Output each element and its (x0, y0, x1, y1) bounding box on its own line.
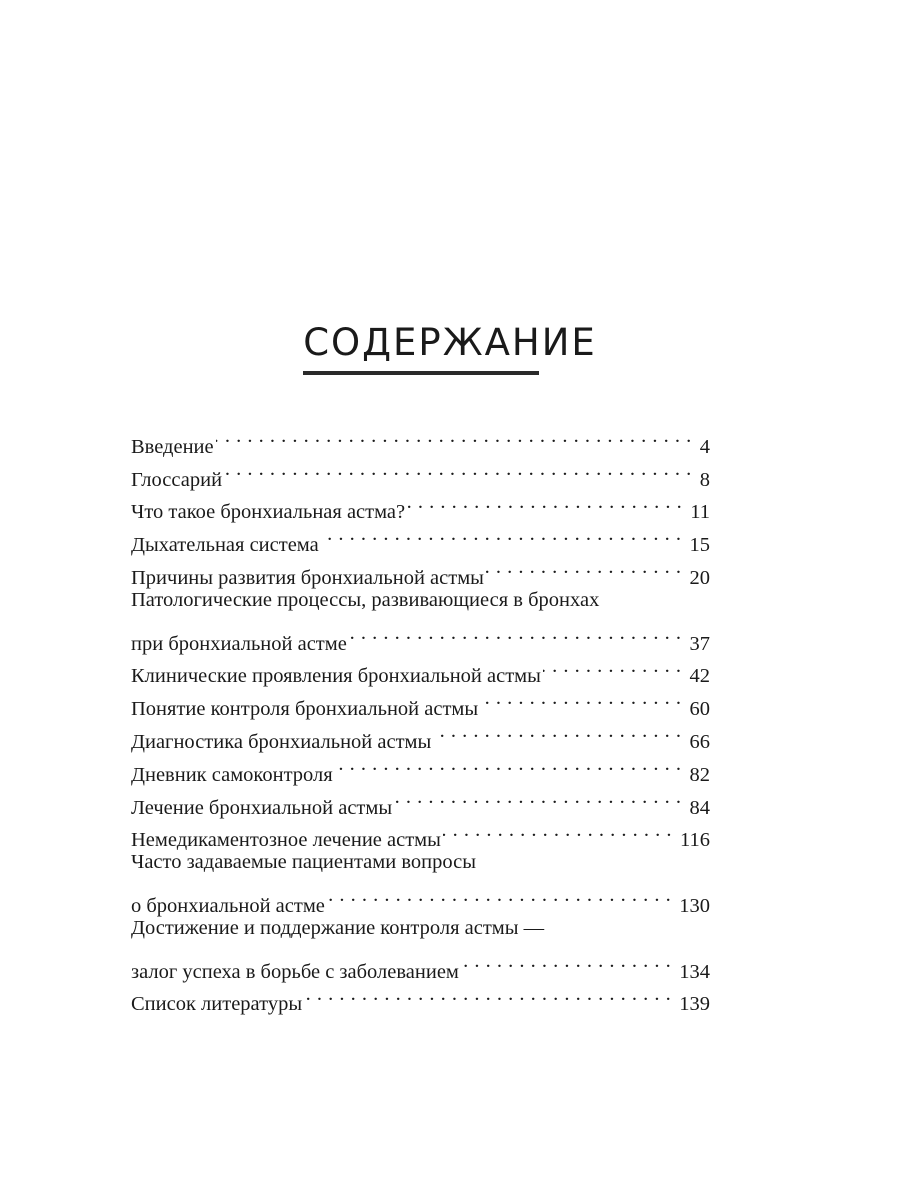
toc-heading: СОДЕРЖАНИЕ (303, 321, 597, 364)
dot-leader (433, 715, 681, 748)
toc-entry-title: о бронхиальной астме (131, 894, 325, 917)
dot-leader (394, 781, 681, 814)
toc-entry-line (131, 584, 710, 617)
dot-leader (349, 617, 682, 650)
toc-entry (131, 846, 710, 917)
toc-page-number: 130 (679, 894, 710, 917)
dot-leader (443, 814, 672, 847)
toc-entry-title: залог успеха в борьбе с заболеванием (131, 960, 459, 983)
toc-entry-title: Патологические процессы, развивающиеся в бронхах (131, 588, 600, 611)
toc-page-number: 20 (689, 566, 710, 589)
toc-entry-title: Введение (131, 435, 214, 458)
toc-entry-line (131, 945, 710, 983)
toc-entry-title: Дневник самоконтроля (131, 763, 333, 786)
toc-entry-title: Причины развития бронхиальной астмы (131, 566, 484, 589)
toc-entry-title: Часто задаваемые пациентами вопросы (131, 851, 476, 874)
toc-entry-line (131, 912, 710, 945)
toc-page-number: 82 (689, 763, 710, 786)
toc-entry-title: Дыхательная система (131, 534, 319, 557)
toc-page-number: 84 (689, 796, 710, 819)
toc-page-number: 134 (679, 960, 710, 983)
toc-page-number: 42 (689, 665, 710, 688)
dot-leader (543, 650, 682, 683)
dot-leader (216, 420, 692, 453)
toc-page-number: 66 (689, 730, 710, 753)
toc-entry-title: Список литературы (131, 993, 303, 1016)
dot-leader (480, 682, 681, 715)
dot-leader (327, 879, 671, 912)
toc-entry-line (131, 846, 710, 879)
toc-entry-line (131, 453, 710, 491)
toc-entry-title: Лечение бронхиальной астмы (131, 796, 393, 819)
toc-entry-title: Достижение и поддержание контроля астмы — (131, 916, 545, 939)
dot-leader (321, 518, 682, 551)
dot-leader (335, 748, 682, 781)
toc-entry (131, 453, 710, 491)
dot-leader (224, 453, 692, 486)
toc-page-number: 139 (679, 993, 710, 1016)
toc-entry-title: Немедикаментозное лечение астмы (131, 829, 441, 852)
toc-entry-title: при бронхиальной астме (131, 632, 347, 655)
toc-entry-title: Глоссарий (131, 468, 223, 491)
toc-page-number: 4 (699, 435, 710, 458)
toc-page-number: 60 (689, 698, 710, 721)
toc-page-number: 8 (699, 468, 710, 491)
toc-page-number: 11 (690, 501, 710, 524)
dot-leader (461, 945, 671, 978)
toc-list (131, 420, 710, 1016)
dot-leader (486, 551, 682, 584)
dot-leader (407, 486, 682, 519)
toc-entry-title: Диагностика бронхиальной астмы (131, 730, 432, 753)
toc-entry-line (131, 420, 710, 458)
toc-entry (131, 912, 710, 983)
toc-entry-line (131, 879, 710, 917)
toc-page-number: 37 (689, 632, 710, 655)
heading-underline (303, 371, 539, 375)
toc-entry (131, 420, 710, 458)
toc-entry-title: Понятие контроля бронхиальной астмы (131, 698, 479, 721)
toc-page-number: 116 (680, 829, 710, 852)
toc-page-number: 15 (689, 534, 710, 557)
toc-entry-title: Что такое бронхиальная астма? (131, 501, 406, 524)
toc-entry-line (131, 617, 710, 655)
dot-leader (304, 978, 671, 1011)
toc-entry-title: Клинические проявления бронхиальной астмы (131, 665, 541, 688)
toc-entry (131, 584, 710, 655)
